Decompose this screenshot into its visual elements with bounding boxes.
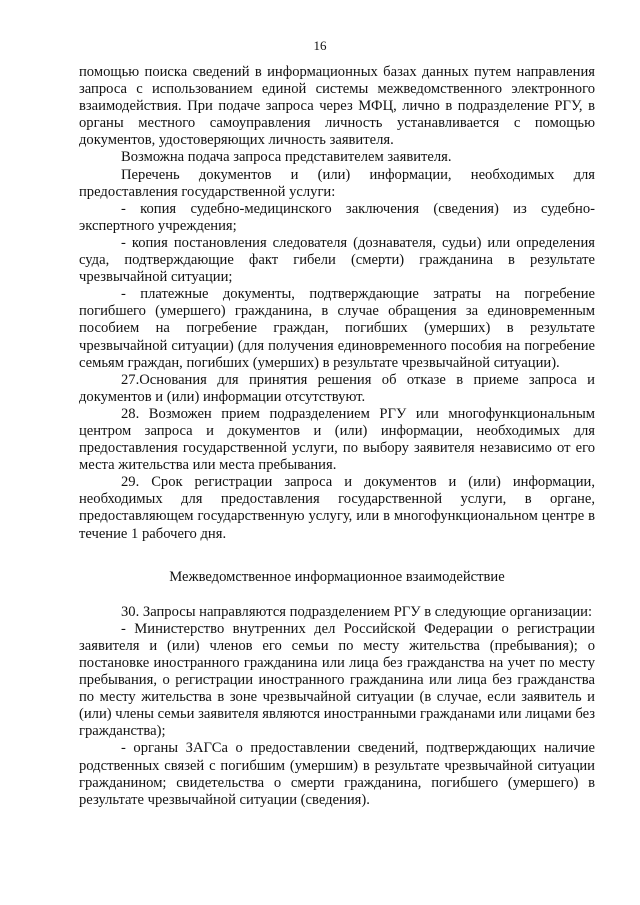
- paragraph-30: 30. Запросы направляются подразделением РГУ в следующие организации:: [121, 603, 593, 620]
- paragraph-29: 29. Срок регистрации запроса и документов и (или) информации, необходимых для предоставления государственной услуги, в органе, предоставляющем государственную услугу, или в многофункциональном центре в течение 1 рабочего дня.: [79, 474, 595, 542]
- list-item-zags: - органы ЗАГСа о предоставлении сведений, подтверждающих наличие родственных связей с погибшим (умершим) в результате чрезвычайной ситуации гражданином; свидетельства о смерти гражданина, погибшего (умершего) в результате чрезвычайной ситуации (сведения).: [79, 740, 595, 808]
- document-body: [79, 64, 595, 809]
- page-number: 16: [313, 38, 327, 53]
- section-heading: Межведомственное информационное взаимодействие: [169, 568, 505, 585]
- paragraph-continuation: помощью поиска сведений в информационных базах данных путем направления запроса с использованием единой системы межведомственного электронного взаимодействия. При подаче запроса через МФЦ, лично в подразделение РГУ, в органы местного самоуправления личность устанавливается с помощью документов, удостоверяющих личность заявителя.: [79, 64, 595, 149]
- list-item-medical-conclusion: - копия судебно-медицинского заключения (сведения) из судебно-экспертного учреждения;: [79, 200, 595, 234]
- paragraph-representative: Возможна подача запроса представителем заявителя.: [121, 149, 452, 166]
- paragraph-27: 27.Основания для принятия решения об отказе в приеме запроса и документов и (или) информации отсутствуют.: [79, 371, 595, 405]
- list-item-mvd: - Министерство внутренних дел Российской Федерации о регистрации заявителя и (или) членов его семьи по месту жительства (пребывания); о постановке иностранного гражданина или лица без гражданства на учет по месту пребывания, о регистрации иностранного гражданина или лица без гражданства по месту жительства в зоне чрезвычайной ситуации (в случае, если заявитель и (или) члены семьи заявителя являются иностранными гражданами или лицами без гражданства);: [79, 620, 595, 740]
- list-item-payment-documents: - платежные документы, подтверждающие затраты на погребение погибшего (умершего) гражданина, в случае обращения за единовременным пособием на погребение граждан, погибших (умерших) в результате чрезвычайной ситуации) (для получения единовременного пособия на погребение семьям граждан, погибших (умерших) в результате чрезвычайной ситуации).: [79, 286, 595, 371]
- paragraph-28: 28. Возможен прием подразделением РГУ или многофункциональным центром запроса и документов и (или) информации, необходимых для предоставления государственной услуги, по выбору заявителя независимо от его места жительства или места пребывания.: [79, 405, 595, 474]
- list-item-investigator-resolution: - копия постановления следователя (дознавателя, судьи) или определения суда, подтверждающие факт гибели (смерти) гражданина в результате чрезвычайной ситуации;: [79, 234, 595, 286]
- paragraph-documents-list-intro: Перечень документов и (или) информации, необходимых для предоставления государственной услуги:: [79, 166, 595, 200]
